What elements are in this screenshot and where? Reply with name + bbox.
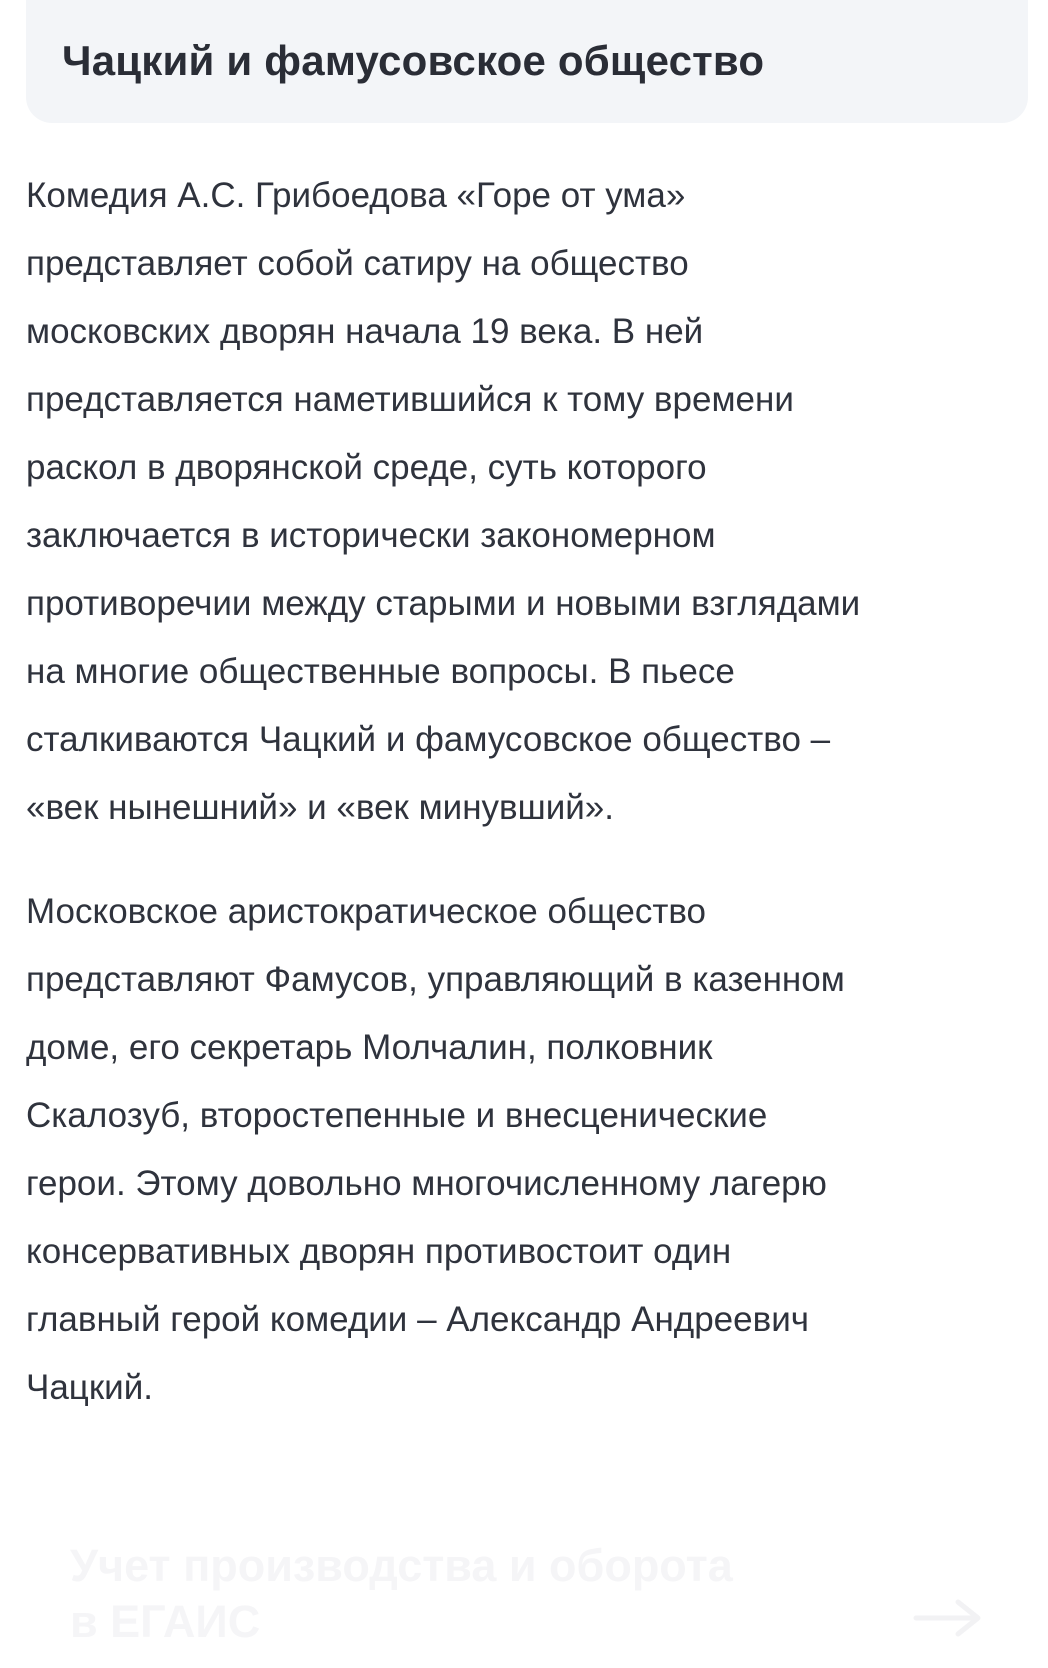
- promo-title-line: в ЕГАИС: [70, 1596, 261, 1647]
- paragraph-line: раскол в дворянской среде, суть которого: [26, 448, 707, 487]
- paragraph-line: герои. Этому довольно многочисленному лагерю: [26, 1164, 827, 1203]
- paragraph-line: на многие общественные вопросы. В пьесе: [26, 652, 735, 691]
- paragraph-line: представляется наметившийся к тому времени: [26, 380, 794, 419]
- promo-link[interactable]: [70, 1538, 990, 1668]
- paragraph-line: Комедия А.С. Грибоедова «Горе от ума»: [26, 176, 686, 215]
- paragraph-line: представляют Фамусов, управляющий в казенном: [26, 960, 845, 999]
- paragraph-line: московских дворян начала 19 века. В ней: [26, 312, 704, 351]
- paragraph-line: сталкиваются Чацкий и фамусовское общество –: [26, 720, 831, 759]
- arrow-right-icon[interactable]: [912, 1598, 984, 1638]
- paragraph-line: доме, его секретарь Молчалин, полковник: [26, 1028, 713, 1067]
- article-paragraph-2: [26, 878, 1036, 1422]
- article-paragraph-1: [26, 162, 1036, 842]
- paragraph-line: «век нынешний» и «век минувший».: [26, 788, 614, 827]
- paragraph-line: противоречии между старыми и новыми взглядами: [26, 584, 861, 623]
- article-body: [26, 162, 1036, 1458]
- page-title: Чацкий и фамусовское общество: [62, 37, 765, 84]
- title-card: [26, 0, 1028, 123]
- paragraph-line: заключается в исторически закономерном: [26, 516, 716, 555]
- paragraph-line: главный герой комедии – Александр Андреевич: [26, 1300, 809, 1339]
- paragraph-line: представляет собой сатиру на общество: [26, 244, 689, 283]
- paragraph-line: Скалозуб, второстепенные и внесценические: [26, 1096, 768, 1135]
- paragraph-line: Чацкий.: [26, 1368, 153, 1407]
- paragraph-line: консервативных дворян противостоит один: [26, 1232, 732, 1271]
- promo-title: [70, 1538, 990, 1650]
- paragraph-line: Московское аристократическое общество: [26, 892, 707, 931]
- promo-title-line: Учет производства и оборота: [70, 1540, 733, 1591]
